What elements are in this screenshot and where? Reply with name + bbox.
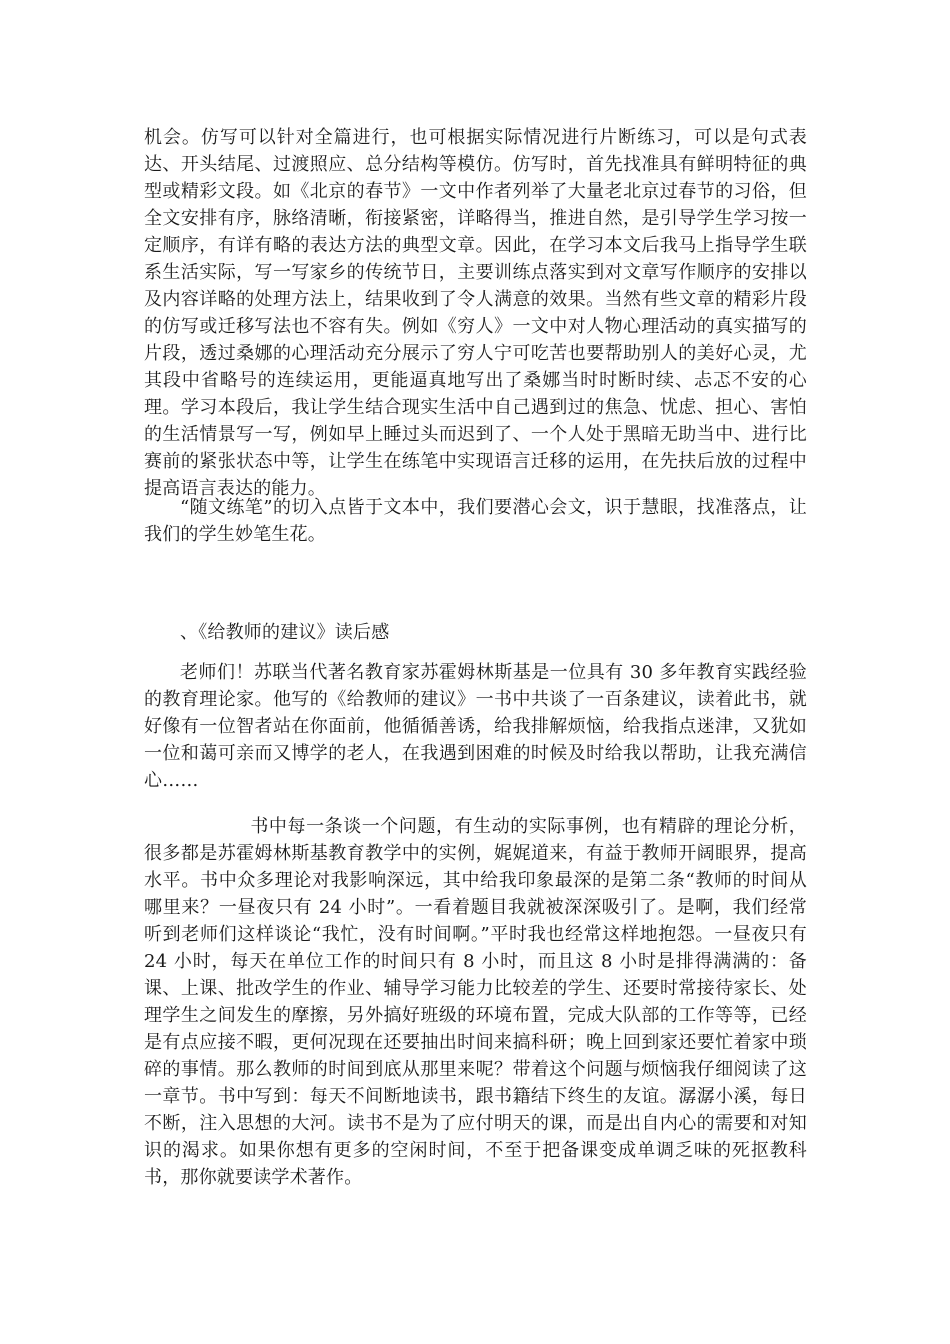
paragraph-book-content	[144, 813, 807, 1191]
paragraph-text: 书中每一条谈一个问题，有生动的实际事例，也有精辟的理论分析，很多都是苏霍姆林斯基教育教学中的实例，娓娓道来，有益于教师开阔眼界，提高水平。书中众多理论对我影响深远，其中给我印象最深的是第二条“教师的时间从哪里来？一昼夜只有 24 小时”。一看着题目我就被深深吸引了。是啊，我们经常听到老师们这样谈论“我忙，没有时间啊。”平时我也经常这样地抱怨。一昼夜只有 24 小时，每天在单位工作的时间只有 8 小时，而且这 8 小时是排得满满的：备课、上课、批改学生的作业、辅导学习能力比较差的学生、还要时常接待家长、处理学生之间发生的摩擦，另外搞好班级的环境布置，完成大队部的工作等等，已经是有点应接不暇，更何况现在还要抽出时间来搞科研；晚上回到家还要忙着家中琐碎的事情。那么教师的时间到底从那里来呢？带着这个问题与烦恼我仔细阅读了这一章节。书中写到：每天不间断地读书，跟书籍结下终生的友谊。潺潺小溪，每日不断，注入思想的大河。读书不是为了应付明天的课，而是出自内心的需要和对知识的渴求。如果你想有更多的空闲时间，不至于把备课变成单调乏味的死抠教科书，那你就要读学术著作。	[144, 816, 807, 1188]
heading-text: 、《给教师的建议》读后感	[180, 622, 390, 643]
paragraph-practice-writing	[144, 124, 807, 502]
paragraph-text: “随文练笔”的切入点皆于文本中，我们要潜心会文，识于慧眼，找准落点，让我们的学生妙笔生花。	[144, 497, 807, 545]
paragraph-text: 机会。仿写可以针对全篇进行，也可根据实际情况进行片断练习，可以是句式表达、开头结尾、过渡照应、总分结构等模仿。仿写时，首先找准具有鲜明特征的典型或精彩文段。如《北京的春节》一文中作者列举了大量老北京过春节的习俗，但全文安排有序，脉络清晰，衔接紧密，详略得当，推进自然，是引导学生学习按一定顺序，有详有略的表达方法的典型文章。因此，在学习本文后我马上指导学生联系生活实际，写一写家乡的传统节日，主要训练点落实到对文章写作顺序的安排以及内容详略的处理方法上，结果收到了令人满意的效果。当然有些文章的精彩片段的仿写或迁移写法也不容有失。例如《穷人》一文中对人物心理活动的真实描写的片段，透过桑娜的心理活动充分展示了穷人宁可吃苦也要帮助别人的美好心灵，尤其段中省略号的连续运用，更能逼真地写出了桑娜当时时断时续、忐忑不安的心理。学习本段后，我让学生结合现实生活中自己遇到过的焦急、忧虑、担心、害怕的生活情景写一写，例如早上睡过头而迟到了、一个人处于黑暗无助当中、进行比赛前的紧张状态中等，让学生在练笔中实现语言迁移的运用，在先扶后放的过程中提高语言表达的能力。	[144, 127, 807, 499]
section-heading	[144, 619, 807, 646]
paragraph-conclusion	[144, 494, 807, 548]
paragraph-book-intro	[144, 659, 807, 794]
paragraph-container	[144, 813, 807, 1191]
paragraph-text: 老师们！苏联当代著名教育家苏霍姆林斯基是一位具有 30 多年教育实践经验的教育理论家。他写的《给教师的建议》一书中共谈了一百条建议，读着此书，就好像有一位智者站在你面前，他循循善诱，给我排解烦恼，给我指点迷津，又犹如一位和蔼可亲而又博学的老人，在我遇到困难的时候及时给我以帮助，让我充满信心……	[144, 662, 807, 791]
